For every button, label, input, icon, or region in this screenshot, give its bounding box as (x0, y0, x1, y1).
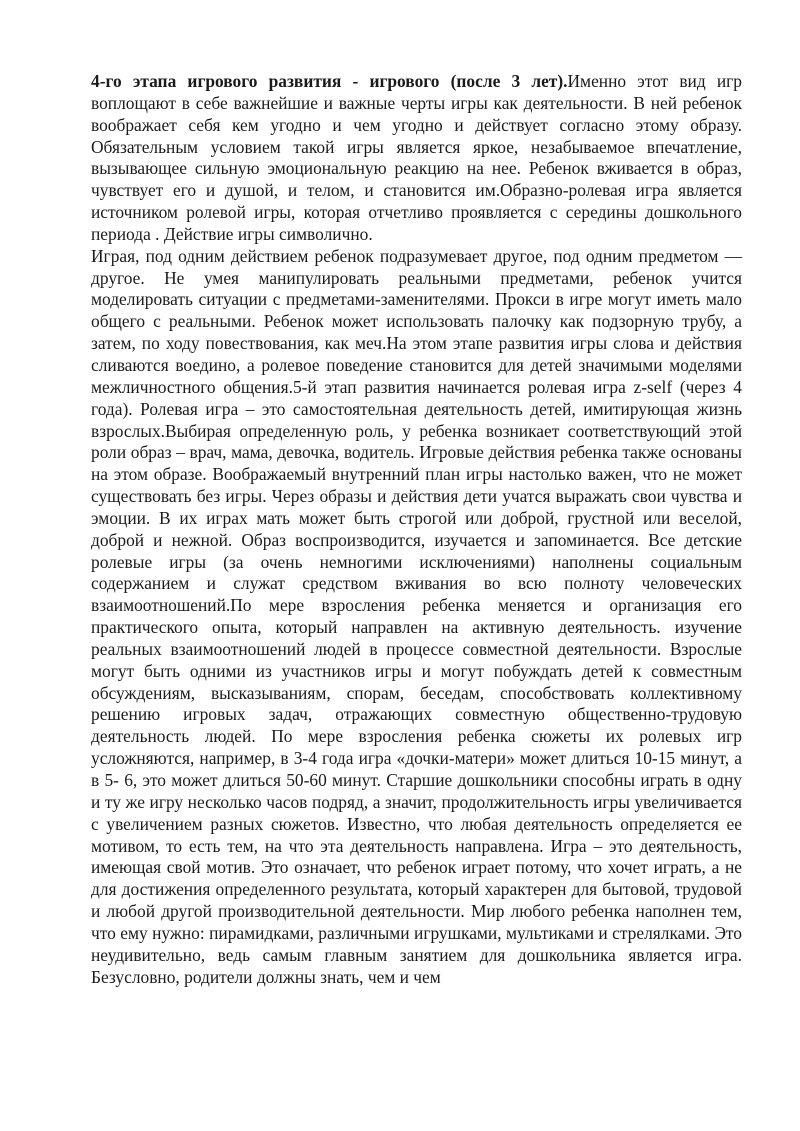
paragraph-2: Играя, под одним действием ребенок подразумевает другое, под одним предметом — другое. Не умея манипулировать реальными предметами, ребенок учится моделировать ситуации с предметами-заменителями. Прокси в игре могут иметь мало общего с реальными. Ребенок может использовать палочку как подзорную трубу, а затем, по ходу повествования, как меч.На этом этапе развития игры слова и действия сливаются воедино, а ролевое поведение становится для детей значимыми моделями межличностного общения.5-й этап развития начинается ролевая игра z-self (через 4 года). Ролевая игра – это самостоятельная деятельность детей, имитирующая жизнь взрослых.Выбирая определенную роль, у ребенка возникает соответствующий этой роли образ – врач, мама, девочка, водитель. Игровые действия ребенка также основаны на этом образе. Воображаемый внутренний план игры настолько важен, что не может существовать без игры. Через образы и действия дети учатся выражать свои чувства и эмоции. В их играх мать может быть строгой или доброй, грустной или веселой, доброй и нежной. Образ воспроизводится, изучается и запоминается. Все детские ролевые игры (за очень немногими исключениями) наполнены социальным содержанием и служат средством вживания во всю полноту человеческих взаимоотношений.По мере взросления ребенка меняется и организация его практического опыта, который направлен на активную деятельность. изучение реальных взаимоотношений людей в процессе совместной деятельности. Взрослые могут быть одними из участников игры и могут побуждать детей к совместным обсуждениям, высказываниям, спорам, беседам, способствовать коллективному решению игровых задач, отражающих совместную общественно-трудовую деятельность людей. По мере взросления ребенка сюжеты их ролевых игр усложняются, например, в 3-4 года игра «дочки-матери» может длиться 10-15 минут, а в 5- 6, это может длиться 50-60 минут. Старшие дошкольники способны играть в одну и ту же игру несколько часов подряд, а значит, продолжительность игры увеличивается с увеличением разных сюжетов. Известно, что любая деятельность определяется ее мотивом, то есть тем, на что эта деятельность направлена. Игра – это деятельность, имеющая свой мотив. Это означает, что ребенок играет потому, что хочет играть, а не для достижения определенного результата, который характерен для бытовой, трудовой и любой другой производительной деятельности. Мир любого ребенка наполнен тем, что ему нужно: пирамидками, различными игрушками, мультиками и стрелялками. Это неудивительно, ведь самым главным занятием для дошкольника является игра. Безусловно, родители должны знать, чем и чем (91, 245, 742, 987)
paragraph-1 (91, 71, 742, 246)
document-body (91, 71, 742, 988)
section-heading: 4-го этапа игрового развития - игрового (после 3 лет). (91, 71, 568, 91)
paragraph-1-text: Именно этот вид игр воплощают в себе важнейшие и важные черты игры как деятельности. В ней ребенок воображает себя кем угодно и чем угодно и действует согласно этому образу. Обязательным условием такой игры является яркое, незабываемое впечатление, вызывающее сильную эмоциональную реакцию на нее. Ребенок вживается в образ, чувствует его и душой, и телом, и становится им.Образно-ролевая игра является источником ролевой игры, которая отчетливо проявляется с середины дошкольного периода . Действие игры символично. (91, 71, 742, 244)
